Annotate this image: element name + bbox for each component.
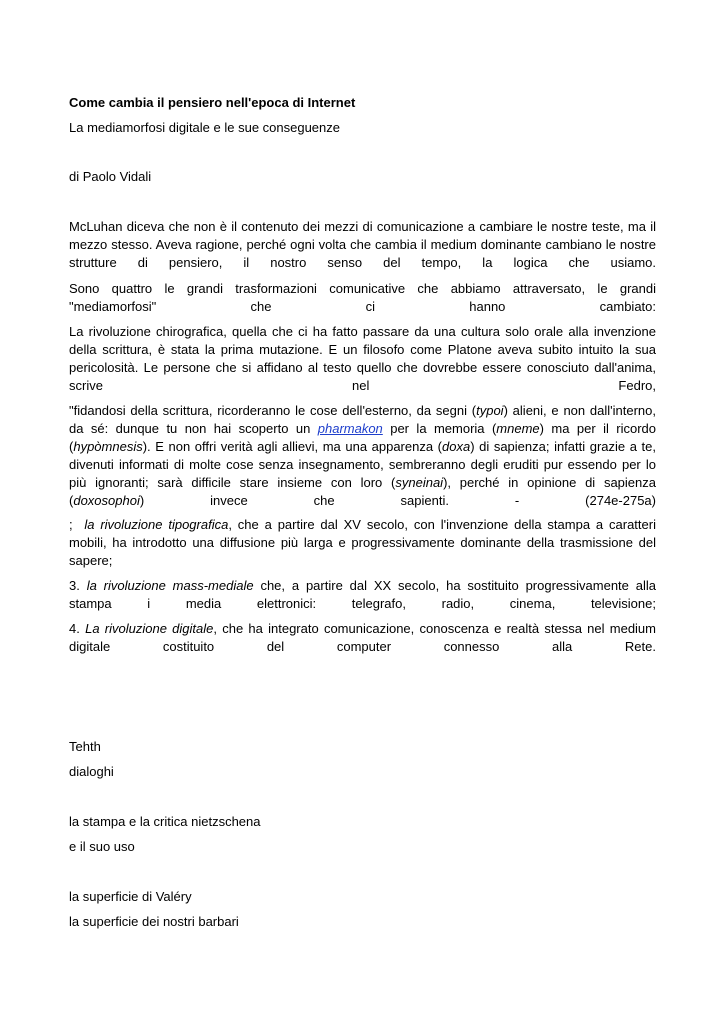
- quote-term: mneme: [496, 421, 540, 436]
- quote-text: ) invece che sapienti. - (274e-275a): [139, 493, 656, 508]
- item-text: , che ha integrato comunicazione, conoscenza e realtà stessa nel medium digitale costituito del computer connesso alla Rete.: [69, 621, 656, 654]
- item-heading: la rivoluzione tipografica: [84, 517, 229, 532]
- pharmakon-link[interactable]: pharmakon: [317, 421, 383, 436]
- quote-text: ). E non offri verità agli allievi, ma una apparenza (: [142, 439, 442, 454]
- quote-fedro: [69, 402, 656, 528]
- paragraph-chirografica: La rivoluzione chirografica, quella che ci ha fatto passare da una cultura solo orale alla invenzione della scrittura, è stata la prima mutazione. E un filosofo come Platone aveva subito intuito la sua pericolosità. Le persone che si affidano al testo quello che dovrebbe essere conosciuto dall'anima, scrive nel Fedro,: [69, 324, 656, 393]
- quote-text: ) ma per il ricordo (: [69, 421, 657, 454]
- quote-term: doxosophoi: [73, 493, 140, 508]
- quote-term: syneinai: [395, 475, 444, 490]
- item-text: , che a partire dal XV secolo, con l'invenzione della stampa a caratteri mobili, ha introdotto una diffusione più larga e progressivamente dominante della trasmissione del sapere;: [69, 517, 656, 568]
- paragraph-mediamorfosi: Sono quattro le grandi trasformazioni comunicative che abbiamo attraversato, le grandi "mediamorfosi" che ci hanno cambiato:: [69, 281, 656, 314]
- quote-text: ), perché in opinione di sapienza (: [69, 475, 656, 508]
- author-line: di Paolo Vidali: [69, 169, 152, 184]
- item-prefix: 3.: [69, 578, 87, 593]
- item-heading: la rivoluzione mass-mediale: [86, 578, 254, 593]
- quote-term: typoi: [476, 403, 504, 418]
- paragraph-mcluhan: McLuhan diceva che non è il contenuto dei mezzi di comunicazione a cambiare le nostre teste, ma il mezzo stesso. Aveva ragione, perché ogni volta che cambia il medium dominante cambiano le nostre strutture di pensiero, il nostro senso del tempo, la logica che usiamo.: [69, 219, 656, 270]
- note-line: la superficie di Valéry: [69, 889, 192, 904]
- quote-text: per la memoria (: [382, 421, 497, 436]
- note-line: Tehth: [69, 739, 101, 754]
- note-line: la stampa e la critica nietzschena: [69, 814, 261, 829]
- note-line: dialoghi: [69, 764, 114, 779]
- quote-text: ) alieni, e non dall'interno, da sé: dunque tu non hai scoperto un: [69, 403, 656, 436]
- quote-text: "fidandosi della scrittura, ricorderanno le cose dell'esterno, da segni (: [69, 403, 477, 418]
- quote-term: doxa: [442, 439, 471, 454]
- item-prefix: ;: [69, 517, 85, 532]
- document-title: Come cambia il pensiero nell'epoca di Internet: [69, 95, 356, 110]
- quote-text: ) di sapienza; infatti grazie a te, divenuti informati di molte cose senza insegnamento, sembreranno degli eruditi pur essendo per lo più ignoranti; sarà difficile stare insieme con loro (: [69, 439, 656, 490]
- item-text: che, a partire dal XX secolo, ha sostituito progressivamente alla stampa i media elettronici: telegrafo, radio, cinema, televisione;: [69, 578, 656, 611]
- item-heading: La rivoluzione digitale: [85, 621, 214, 636]
- item-prefix: 4.: [69, 621, 86, 636]
- document-subtitle: La mediamorfosi digitale e le sue conseguenze: [69, 120, 341, 135]
- note-line: la superficie dei nostri barbari: [69, 914, 239, 929]
- quote-term: hypòmnesis: [73, 439, 143, 454]
- item-digitale: [69, 620, 656, 674]
- note-line: e il suo uso: [69, 839, 135, 854]
